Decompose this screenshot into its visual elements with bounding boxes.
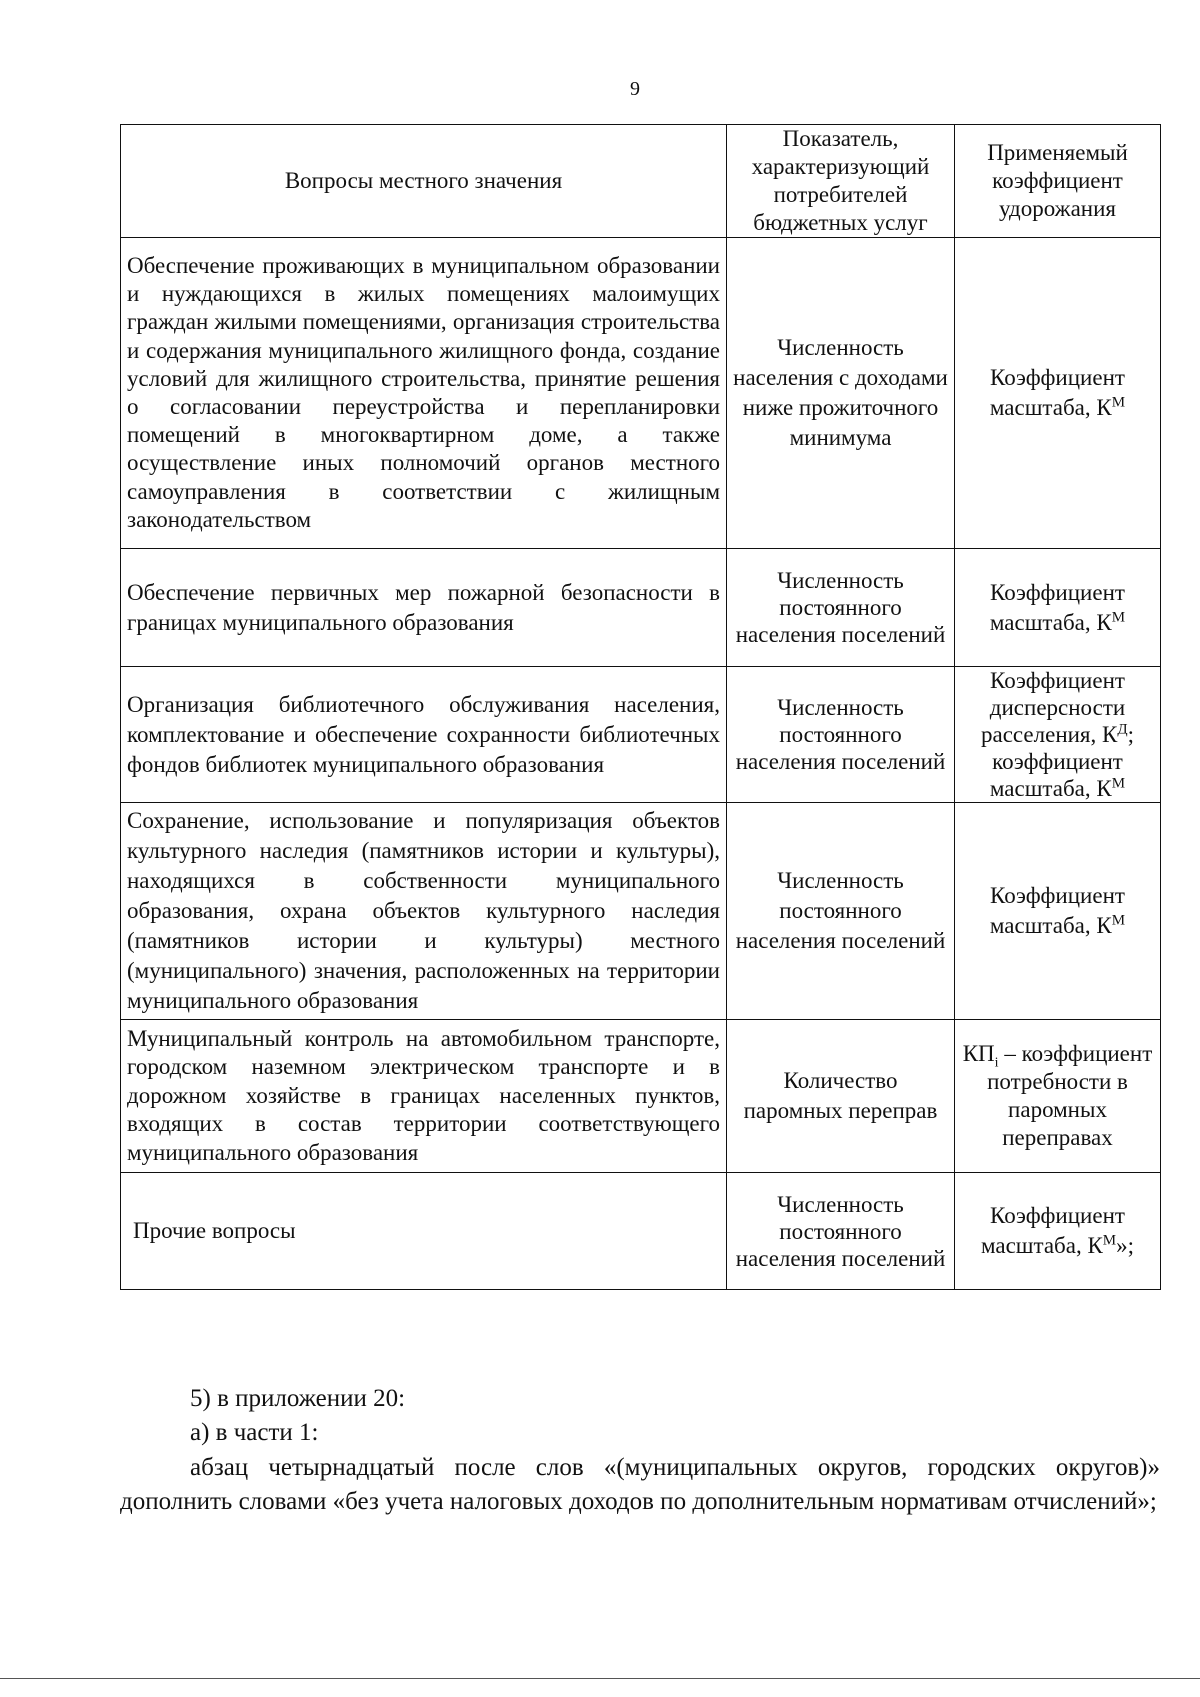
coefficient-text: Коэффициент масштаба, К	[989, 365, 1125, 420]
table-row	[121, 667, 1161, 803]
coefficient-superscript: Д	[1117, 721, 1128, 738]
paragraph-amendment: абзац четырнадцатый после слов «(муниципальных округов, городских округов)» дополнить словами «без учета налоговых доходов по дополнительным нормативам отчислений»;	[120, 1454, 1160, 1515]
header-questions: Вопросы местного значения	[121, 125, 727, 238]
header-coefficient: Применяемый коэффициент удорожания	[955, 125, 1161, 238]
table-header-row	[121, 125, 1161, 238]
coefficient-text: Коэффициент масштаба, К	[989, 883, 1125, 938]
coefficient-cell	[955, 667, 1161, 803]
coefficient-separator: ;	[1127, 722, 1134, 747]
coefficient-superscript: М	[1102, 1232, 1117, 1249]
question-cell: Прочие вопросы	[121, 1173, 727, 1290]
indicator-cell: Количество паромных переправ	[727, 1020, 955, 1173]
indicator-cell: Численность населения с доходами ниже прожиточного минимума	[727, 238, 955, 549]
coefficient-subscript: i	[994, 1055, 999, 1071]
coefficient-superscript: М	[1111, 394, 1126, 411]
coefficient-superscript: М	[1111, 608, 1126, 625]
question-cell: Муниципальный контроль на автомобильном транспорте, городском наземном электрическом транспорте и в дорожном хозяйстве в границах населенных пунктов, входящих в состав территории соответствующего муниципального образования	[121, 1020, 727, 1173]
coefficient-superscript: М	[1111, 775, 1126, 792]
question-cell: Обеспечение проживающих в муниципальном образовании и нуждающихся в жилых помещениях малоимущих граждан жилыми помещениями, организация строительства и содержания муниципального жилищного фонда, создание условий для жилищного строительства, принятие решения о согласовании переустройства и перепланировки помещений в многоквартирном доме, а также осуществление иных полномочий органов местного самоуправления в соответствии с жилищным законодательством	[121, 238, 727, 549]
bottom-border-line	[0, 1678, 1200, 1679]
coefficients-table	[120, 124, 1161, 1290]
table-row	[121, 1173, 1161, 1290]
indicator-cell: Численность постоянного населения поселений	[727, 549, 955, 667]
coefficient-cell	[955, 238, 1161, 549]
coefficient-text: – коэффициент потребности в паромных переправах	[987, 1041, 1153, 1150]
coefficient-text: коэффициент масштаба, К	[989, 749, 1123, 801]
table-row	[121, 803, 1161, 1020]
page-number: 9	[630, 78, 640, 100]
coefficient-text: КП	[962, 1041, 995, 1066]
paragraph-appendix: 5) в приложении 20:	[190, 1385, 406, 1412]
table-row	[121, 1020, 1161, 1173]
indicator-cell: Численность постоянного населения поселений	[727, 1173, 955, 1290]
coefficient-cell	[955, 1020, 1161, 1173]
indicator-cell: Численность постоянного населения поселений	[727, 803, 955, 1020]
indicator-cell: Численность постоянного населения поселений	[727, 667, 955, 803]
table-row	[121, 238, 1161, 549]
header-indicator: Показатель, характеризующий потребителей бюджетных услуг	[727, 125, 955, 238]
table-row	[121, 549, 1161, 667]
coefficient-cell	[955, 1173, 1161, 1290]
coefficient-cell	[955, 549, 1161, 667]
paragraph-part: а) в части 1:	[190, 1419, 319, 1446]
question-cell: Сохранение, использование и популяризация объектов культурного наследия (памятников истории и культуры), находящихся в собственности муниципального образования, охрана объектов культурного наследия (памятников истории и культуры) местного (муниципального) значения, расположенных на территории муниципального образования	[121, 803, 727, 1020]
coefficient-superscript: М	[1111, 912, 1126, 929]
coefficient-text: Коэффициент масштаба, К	[980, 1203, 1125, 1258]
question-cell: Обеспечение первичных мер пожарной безопасности в границах муниципального образования	[121, 549, 727, 667]
question-cell: Организация библиотечного обслуживания населения, комплектование и обеспечение сохранности библиотечных фондов библиотек муниципального образования	[121, 667, 727, 803]
coefficient-text: Коэффициент дисперсности расселения, К	[981, 668, 1126, 747]
coefficient-text: Коэффициент масштаба, К	[989, 579, 1125, 635]
coefficient-cell	[955, 803, 1161, 1020]
coefficient-tail: »;	[1116, 1233, 1135, 1258]
